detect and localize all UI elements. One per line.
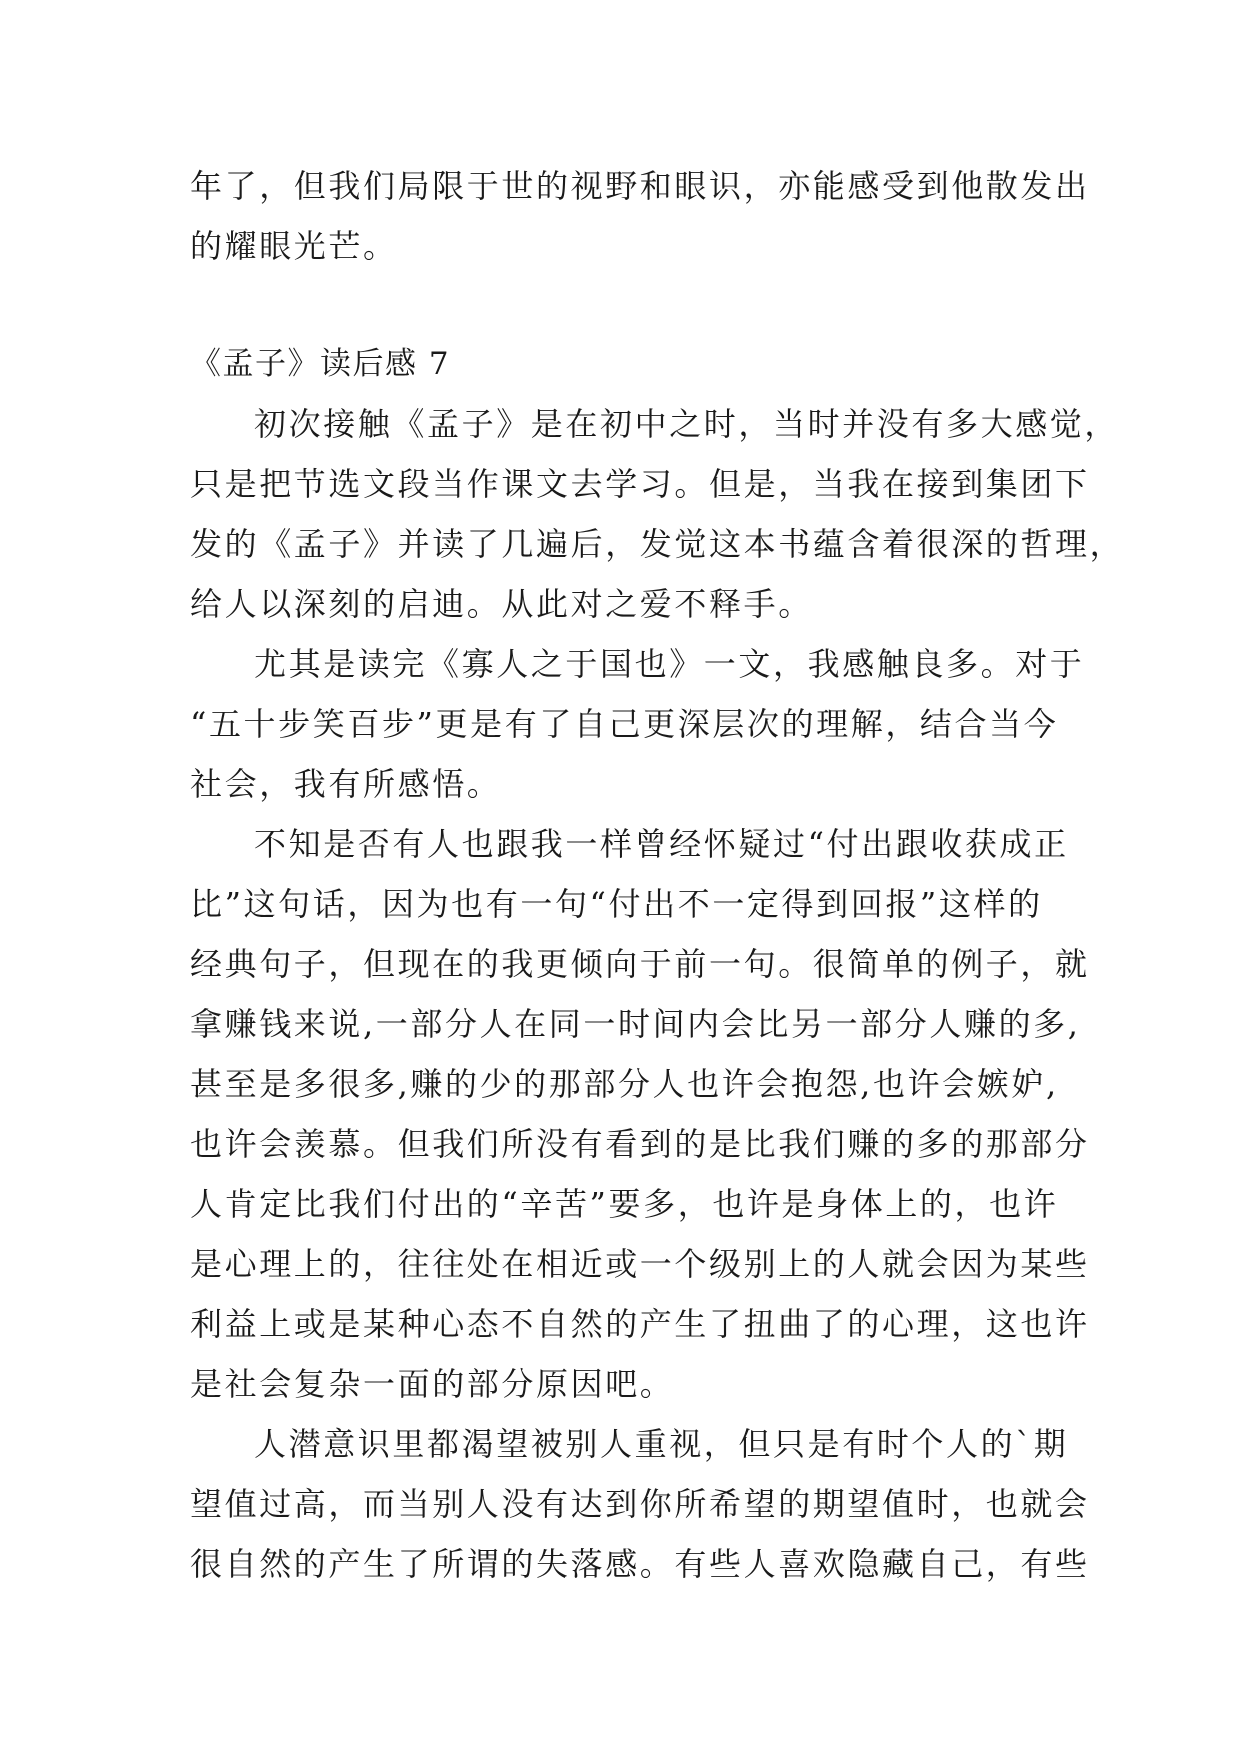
intro-line-2: 的耀眼光芒。	[190, 227, 398, 265]
paragraph-line: 拿赚钱来说,一部分人在同一时间内会比另一部分人赚的多,	[190, 1005, 1081, 1043]
paragraph-1	[190, 394, 1125, 634]
paragraph-line: 利益上或是某种心态不自然的产生了扭曲了的心理，这也许	[190, 1305, 1090, 1343]
paragraph-line: 人肯定比我们付出的“辛苦”要多，也许是身体上的，也许	[190, 1185, 1059, 1223]
paragraph-line: 很自然的产生了所谓的失落感。有些人喜欢隐藏自己，有些	[190, 1545, 1090, 1583]
paragraph-line: “五十步笑百步”更是有了自己更深层次的理解，结合当今	[190, 705, 1059, 743]
paragraph-line: 人潜意识里都渴望被别人重视，但只是有时个人的`期	[254, 1425, 1069, 1463]
paragraph-line: 给人以深刻的启迪。从此对之爱不释手。	[190, 585, 813, 623]
section-gap	[190, 276, 1052, 334]
paragraph-line: 不知是否有人也跟我一样曾经怀疑过“付出跟收获成正	[254, 825, 1069, 863]
paragraph-line: 社会，我有所感悟。	[190, 765, 502, 803]
paragraph-line: 也许会羡慕。但我们所没有看到的是比我们赚的多的那部分	[190, 1125, 1090, 1163]
paragraph-line: 尤其是读完《寡人之于国也》一文，我感触良多。对于	[254, 645, 1085, 683]
paragraph-line: 初次接触《孟子》是在初中之时，当时并没有多大感觉，	[254, 405, 1120, 443]
paragraph-2	[190, 634, 1085, 814]
section-title: 《孟子》读后感 7	[190, 346, 451, 382]
paragraph-line: 经典句子，但现在的我更倾向于前一句。很简单的例子，就	[190, 945, 1090, 983]
paragraph-line: 是心理上的，往往处在相近或一个级别上的人就会因为某些	[190, 1245, 1090, 1283]
document-body	[190, 156, 1125, 1594]
paragraph-3	[190, 814, 1090, 1414]
paragraph-4	[190, 1414, 1090, 1594]
intro-line-1: 年了，但我们局限于世的视野和眼识，亦能感受到他散发出	[190, 167, 1090, 205]
paragraph-line: 比”这句话，因为也有一句“付出不一定得到回报”这样的	[190, 885, 1043, 923]
paragraph-line: 是社会复杂一面的部分原因吧。	[190, 1365, 675, 1403]
paragraph-line: 只是把节选文段当作课文去学习。但是，当我在接到集团下	[190, 465, 1090, 503]
paragraph-line: 望值过高，而当别人没有达到你所希望的期望值时，也就会	[190, 1485, 1090, 1523]
paragraph-line: 发的《孟子》并读了几遍后，发觉这本书蕴含着很深的哲理，	[190, 525, 1125, 563]
paragraph-line: 甚至是多很多,赚的少的那部分人也许会抱怨,也许会嫉妒,	[190, 1065, 1059, 1103]
